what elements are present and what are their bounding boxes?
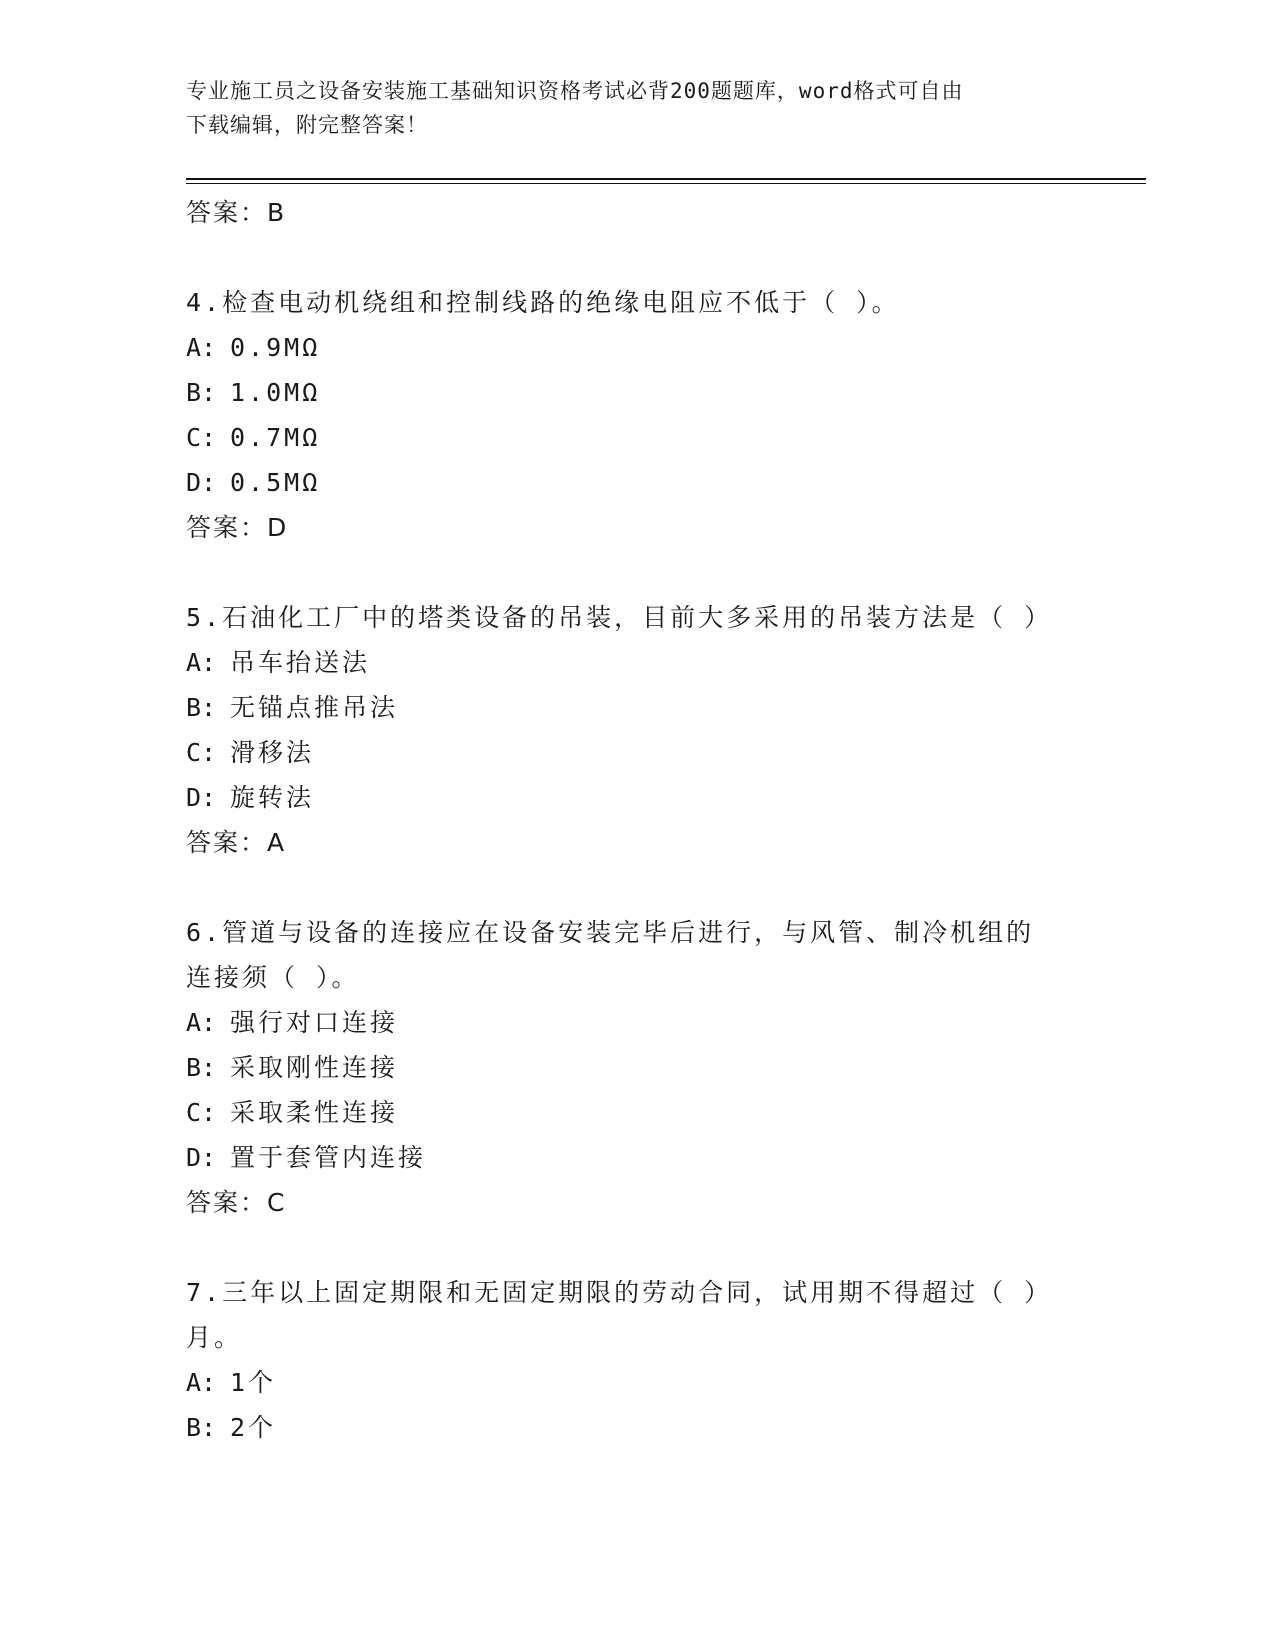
option-key: B: xyxy=(186,378,217,407)
answer-option xyxy=(186,415,1066,460)
option-text: 2个 xyxy=(230,1413,277,1442)
option-key: D: xyxy=(186,1143,217,1172)
question-block xyxy=(186,595,1066,865)
option-key: A: xyxy=(186,1368,217,1397)
document-header xyxy=(186,74,1066,142)
answer-line: 答案：C xyxy=(186,1188,287,1217)
answer-option xyxy=(186,1360,1066,1405)
option-text: 0.9MΩ xyxy=(230,333,321,362)
answer-line: 答案：B xyxy=(186,198,287,227)
answer-option xyxy=(186,1000,1066,1045)
option-text: 旋转法 xyxy=(230,783,315,812)
question-text: 4.检查电动机绕组和控制线路的绝缘电阻应不低于（ ）。 xyxy=(186,288,900,317)
answer-option xyxy=(186,775,1066,820)
question-block xyxy=(186,910,1066,1225)
answer-option xyxy=(186,460,1066,505)
option-text: 0.5MΩ xyxy=(230,468,321,497)
option-key: A: xyxy=(186,1008,217,1037)
option-text: 1.0MΩ xyxy=(230,378,321,407)
option-key: B: xyxy=(186,1053,217,1082)
answer-option xyxy=(186,1135,1066,1180)
header-divider-thin xyxy=(186,183,1146,184)
question-text: 7.三年以上固定期限和无固定期限的劳动合同，试用期不得超过（ ） xyxy=(186,1278,1053,1307)
option-key: A: xyxy=(186,333,217,362)
answer-option xyxy=(186,640,1066,685)
option-text: 强行对口连接 xyxy=(230,1008,399,1037)
question-text: 连接须（ ）。 xyxy=(186,963,360,992)
header-divider-thick xyxy=(186,178,1146,180)
answer-option xyxy=(186,325,1066,370)
option-key: B: xyxy=(186,693,217,722)
option-text: 吊车抬送法 xyxy=(230,648,371,677)
answer-line: 答案：D xyxy=(186,513,289,542)
answer-option xyxy=(186,370,1066,415)
option-text: 置于套管内连接 xyxy=(230,1143,427,1172)
question-block xyxy=(186,280,1066,550)
answer-option xyxy=(186,1045,1066,1090)
option-key: C: xyxy=(186,1098,217,1127)
answer-option xyxy=(186,1405,1066,1450)
answer-option xyxy=(186,730,1066,775)
question-text: 6.管道与设备的连接应在设备安装完毕后进行，与风管、制冷机组的 xyxy=(186,918,1035,947)
option-text: 采取刚性连接 xyxy=(230,1053,399,1082)
header-line-1: 专业施工员之设备安装施工基础知识资格考试必背200题题库，word格式可自由 xyxy=(186,79,964,103)
option-text: 采取柔性连接 xyxy=(230,1098,399,1127)
header-line-2: 下载编辑，附完整答案！ xyxy=(186,113,428,137)
option-key: C: xyxy=(186,738,217,767)
question-block xyxy=(186,1270,1066,1450)
answer-option xyxy=(186,1090,1066,1135)
option-key: C: xyxy=(186,423,217,452)
option-text: 0.7MΩ xyxy=(230,423,321,452)
option-text: 滑移法 xyxy=(230,738,315,767)
option-key: B: xyxy=(186,1413,217,1442)
question-text: 月。 xyxy=(186,1323,243,1352)
option-key: D: xyxy=(186,783,217,812)
option-text: 1个 xyxy=(230,1368,277,1397)
option-key: A: xyxy=(186,648,217,677)
answer-option xyxy=(186,685,1066,730)
option-text: 无锚点推吊法 xyxy=(230,693,399,722)
question-list xyxy=(186,280,1066,1450)
answer-line: 答案：A xyxy=(186,828,287,857)
question-text: 5.石油化工厂中的塔类设备的吊装，目前大多采用的吊装方法是（ ） xyxy=(186,603,1053,632)
option-key: D: xyxy=(186,468,217,497)
document-body xyxy=(186,190,1066,1450)
